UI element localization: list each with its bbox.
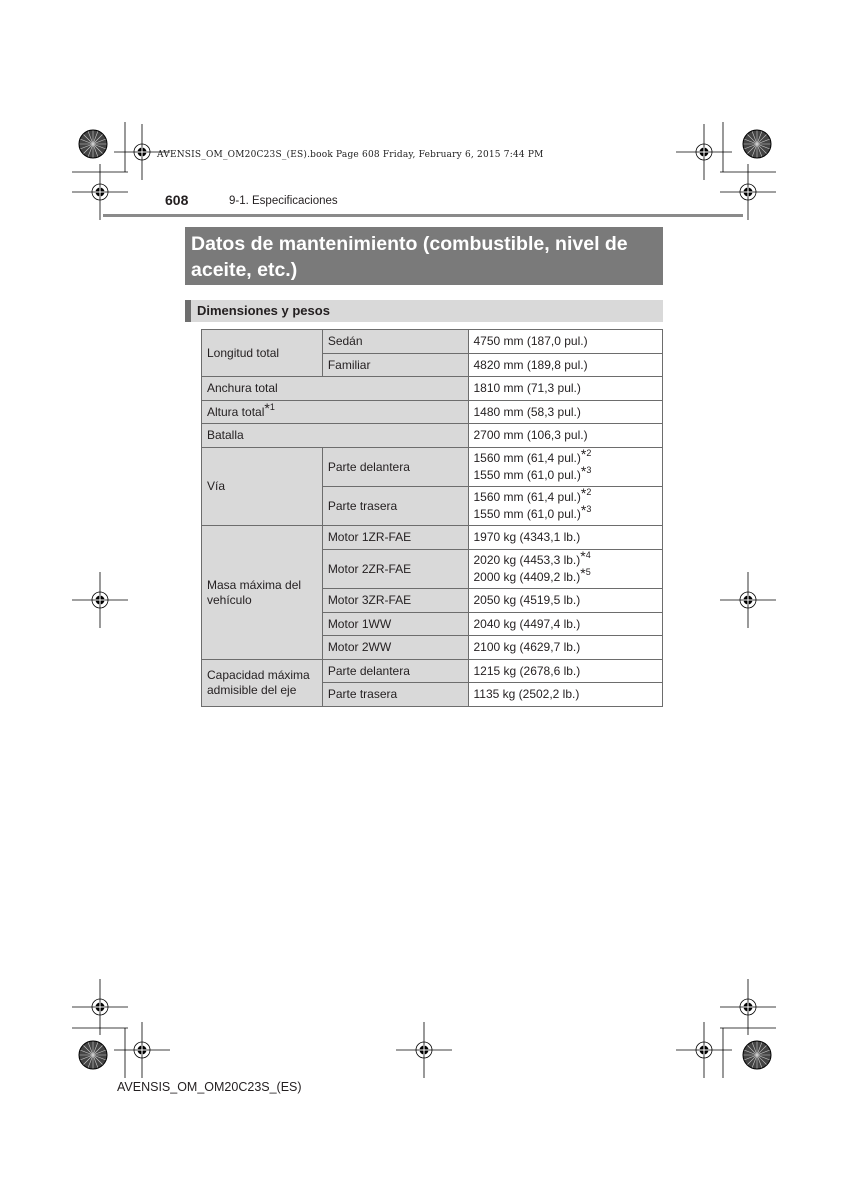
table-cell: 1810 mm (71,3 pul.) xyxy=(468,377,663,401)
footnote-number: 2 xyxy=(586,487,592,497)
value-line xyxy=(473,485,658,506)
table-cell xyxy=(202,401,469,424)
asterisk-mark: * xyxy=(580,446,587,462)
table-row xyxy=(202,401,663,424)
table-row xyxy=(202,526,663,550)
value-line xyxy=(473,446,658,467)
table-cell: Vía xyxy=(202,448,323,526)
footnote-number: 5 xyxy=(585,567,591,577)
asterisk-mark: * xyxy=(264,399,270,416)
table-cell: 2050 kg (4519,5 lb.) xyxy=(468,589,663,613)
table-cell: 4820 mm (189,8 pul.) xyxy=(468,354,663,377)
footnote-number: 1 xyxy=(269,401,275,412)
table-row xyxy=(202,660,663,683)
table-cell: Parte trasera xyxy=(322,683,468,707)
asterisk-mark: * xyxy=(580,548,586,564)
asterisk-mark: * xyxy=(580,485,587,501)
table-cell xyxy=(468,550,663,589)
value-text: 1550 mm (61,0 pul.) xyxy=(473,468,581,482)
page-number: 608 xyxy=(165,192,189,208)
table-cell: Parte delantera xyxy=(322,448,468,487)
value-line xyxy=(473,502,658,523)
section-subtitle xyxy=(185,300,663,322)
table-row xyxy=(202,448,663,487)
print-header: AVENSIS_OM_OM20C23S_(ES).book Page 608 Friday, February 6, 2015 7:44 PM xyxy=(157,150,544,160)
table-cell: 1970 kg (4343,1 lb.) xyxy=(468,526,663,550)
page-title: Datos de mantenimiento (combustible, nivel de aceite, etc.) xyxy=(185,227,663,285)
table-cell: 2700 mm (106,3 pul.) xyxy=(468,424,663,448)
value-text: 2000 kg (4409,2 lb.) xyxy=(473,570,581,584)
subtitle-text: Dimensiones y pesos xyxy=(197,303,330,318)
value-line xyxy=(473,565,658,586)
asterisk-mark: * xyxy=(580,463,587,479)
footnote-number: 3 xyxy=(586,504,592,514)
table-row xyxy=(202,330,663,354)
footnote-number: 3 xyxy=(586,465,592,475)
table-cell: Batalla xyxy=(202,424,469,448)
header-divider xyxy=(103,214,743,217)
table-cell: 1135 kg (2502,2 lb.) xyxy=(468,683,663,707)
table-cell: Familiar xyxy=(322,354,468,377)
cell-line: admisible del eje xyxy=(207,683,297,697)
table-cell: 1215 kg (2678,6 lb.) xyxy=(468,660,663,683)
table-cell: Motor 3ZR-FAE xyxy=(322,589,468,613)
table-cell: Motor 2WW xyxy=(322,636,468,660)
value-line xyxy=(473,463,658,484)
table-cell: Parte trasera xyxy=(322,487,468,526)
cell-line: Capacidad máxima xyxy=(207,668,310,682)
cell-line: Masa máxima del xyxy=(207,577,302,592)
table-cell: Motor 2ZR-FAE xyxy=(322,550,468,589)
table-cell: Anchura total xyxy=(202,377,469,401)
footer-book-id: AVENSIS_OM_OM20C23S_(ES) xyxy=(117,1080,302,1094)
value-text: 2020 kg (4453,3 lb.) xyxy=(473,553,581,567)
subtitle-accent-bar xyxy=(185,300,191,322)
table-cell: Longitud total xyxy=(202,330,323,377)
table-cell: 4750 mm (187,0 pul.) xyxy=(468,330,663,354)
table-cell xyxy=(202,660,323,707)
table-cell: Sedán xyxy=(322,330,468,354)
value-text: 1560 mm (61,4 pul.) xyxy=(473,490,581,504)
cell-line: vehículo xyxy=(207,592,252,607)
table-cell xyxy=(468,448,663,487)
specs-table xyxy=(201,329,663,707)
table-cell: 2100 kg (4629,7 lb.) xyxy=(468,636,663,660)
section-label: 9-1. Especificaciones xyxy=(229,195,338,207)
cell-label: Altura total xyxy=(207,404,265,419)
value-line xyxy=(473,548,658,569)
asterisk-mark: * xyxy=(580,502,587,518)
table-row xyxy=(202,377,663,401)
table-cell: Parte delantera xyxy=(322,660,468,683)
value-text: 1560 mm (61,4 pul.) xyxy=(473,451,581,465)
table-cell: 2040 kg (4497,4 lb.) xyxy=(468,613,663,636)
footnote-number: 2 xyxy=(586,448,592,458)
footnote-number: 4 xyxy=(585,550,591,560)
asterisk-mark: * xyxy=(580,565,586,581)
table-cell xyxy=(202,526,323,660)
value-text: 1550 mm (61,0 pul.) xyxy=(473,507,581,521)
table-cell: 1480 mm (58,3 pul.) xyxy=(468,401,663,424)
table-cell: Motor 1WW xyxy=(322,613,468,636)
table-cell xyxy=(468,487,663,526)
table-row xyxy=(202,424,663,448)
table-cell: Motor 1ZR-FAE xyxy=(322,526,468,550)
